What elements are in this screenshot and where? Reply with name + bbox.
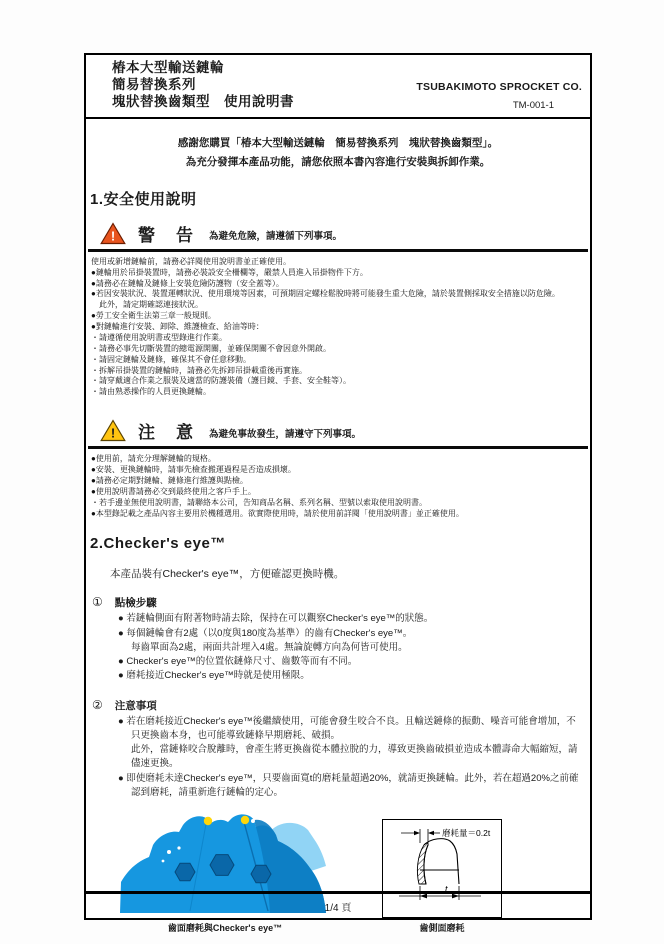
inspection-steps-number: ① bbox=[92, 595, 103, 610]
caution-list-item: ●使用說明書請務必交到最終使用之客戶手上。 bbox=[91, 486, 256, 496]
inspection-step-item: ● Checker's eye™的位置依鏈條尺寸、齒數等而有不同。 bbox=[118, 656, 358, 668]
warning-subtitle: 為避免危險，請遵循下列事項。 bbox=[209, 231, 343, 243]
warning-box bbox=[86, 221, 590, 398]
warning-list-item: ・請固定鏈輪及鏈條，確保其不會任意移動。 bbox=[91, 354, 251, 364]
caution-list-item: ・若手邊並無使用說明書，請聯絡本公司，告知商品名稱、系列名稱、型號以索取使用說明書。 bbox=[91, 497, 427, 507]
caution-label: 注 意 bbox=[138, 423, 195, 443]
company-name: TSUBAKIMOTO SPROCKET CO. bbox=[416, 81, 582, 93]
doc-title-line2: 簡易替換系列 bbox=[112, 76, 196, 92]
page-footer bbox=[86, 891, 590, 918]
caution-list-item: ●使用前，請充分理解鏈輪的規格。 bbox=[91, 454, 216, 464]
inspection-step-item: 每齒單面為2處，兩面共計埋入4處。無論旋轉方向為何皆可使用。 bbox=[131, 641, 408, 653]
caution-subtitle: 為避免事故發生，請遵守下列事項。 bbox=[209, 428, 362, 440]
warning-list-item: ●請務必在鏈輪及鏈條上安裝危險防護物（安全蓋等）。 bbox=[91, 278, 284, 288]
inspection-step-item: ● 每個鏈輪會有2處（以0度與180度為基準）的齒有Checker's eye™。 bbox=[118, 627, 413, 639]
inspection-steps-heading bbox=[92, 595, 590, 610]
caution-list bbox=[86, 452, 590, 519]
doc-title bbox=[112, 60, 294, 115]
tooth-width-label: t bbox=[445, 884, 448, 895]
caution-box bbox=[86, 418, 590, 519]
intro-line1: 感謝您購買「椿本大型輸送鏈輪 簡易替換系列 塊狀替換齒類型」。 bbox=[177, 137, 499, 149]
warning-list-item: ・請遵循使用說明書或型錄進行作業。 bbox=[91, 332, 227, 342]
tooth-wear-caption: 齒側面磨耗 bbox=[419, 923, 465, 934]
caution-header bbox=[100, 418, 590, 443]
note-item: 此外，當鏈條咬合脫離時，會產生將更換齒從本體拉脫的力，導致更換齒破損並造成本體壽命大幅縮短，請儘速更換。 bbox=[131, 744, 578, 770]
caution-triangle-icon bbox=[100, 419, 126, 442]
inspection-step-item: ● 磨耗接近Checker's eye™時就是使用極限。 bbox=[118, 670, 310, 682]
notes-number: ② bbox=[92, 697, 103, 712]
caution-list-item: ●本型錄記載之產品內容主要用於機種選用。欲實際使用時，請於使用前詳閱「使用說明書」並正確使用。 bbox=[91, 508, 464, 518]
caution-list-item: ●安裝、更換鏈輪時，請事先檢查搬運過程是否造成損壞。 bbox=[91, 465, 296, 475]
warning-list-item: 此外，請定期確認連接狀況。 bbox=[91, 300, 203, 310]
notes-title: 注意事項 bbox=[114, 699, 157, 712]
warning-header bbox=[100, 221, 590, 246]
warning-list-item: ●勞工安全衛生法第三章一般規則。 bbox=[91, 311, 216, 321]
doc-title-line3: 塊狀替換齒類型 使用說明書 bbox=[112, 93, 294, 109]
tooth-outline bbox=[424, 839, 459, 884]
checkers-eye-dot bbox=[204, 817, 212, 825]
warning-list-item: ・請穿戴適合作業之服裝及適當的防護裝備（護目鏡、手套、安全鞋等）。 bbox=[91, 376, 351, 386]
highlight-dot bbox=[251, 819, 255, 823]
notes-list bbox=[118, 715, 590, 801]
warning-list-item: ・請務必事先切斷裝置的總電源開關，並確保開關不會因意外開啟。 bbox=[91, 343, 331, 353]
checkers-eye-lead: 本產品裝有Checker's eye™，方便確認更換時機。 bbox=[110, 568, 345, 581]
warning-triangle-icon bbox=[100, 222, 126, 245]
warning-exclamation: ! bbox=[110, 228, 116, 244]
sprocket-caption: 齒面磨耗與Checker's eye™ bbox=[167, 923, 283, 934]
warning-list-item: ・拆解吊掛裝置的鏈輪時，請務必先拆卸吊掛載重後再實施。 bbox=[91, 365, 307, 375]
inspection-steps-list bbox=[118, 612, 590, 683]
warning-rule bbox=[88, 249, 588, 252]
checkers-eye-dot bbox=[241, 816, 249, 824]
inspection-steps-title: 點檢步驟 bbox=[114, 597, 157, 610]
speck-dot bbox=[177, 847, 180, 850]
warning-list-item: ●鏈輪用於吊掛裝置時，請務必裝設安全柵欄等，嚴禁人員進入吊掛物件下方。 bbox=[91, 267, 368, 277]
caution-list-item: ●請務必定期對鏈輪、鏈條進行維護與點檢。 bbox=[91, 475, 248, 485]
sprocket-bolt bbox=[251, 865, 271, 882]
section-1-heading: 1.安全使用說明 bbox=[90, 190, 197, 208]
doc-number: TM-001-1 bbox=[512, 100, 554, 111]
wear-amount-label: 磨耗量＝0.2t bbox=[442, 828, 491, 839]
doc-title-line1: 椿本大型輸送鏈輪 bbox=[112, 60, 224, 75]
warning-list-item: ・請由熟悉操作的人員更換鏈輪。 bbox=[91, 387, 211, 397]
warning-list bbox=[86, 255, 590, 398]
intro-text bbox=[86, 134, 590, 172]
notes-heading bbox=[92, 698, 590, 713]
speck-dot bbox=[167, 850, 171, 854]
warning-label: 警 告 bbox=[138, 225, 195, 245]
page-number: 1/4 頁 bbox=[324, 902, 352, 914]
note-item: ● 若在磨耗接近Checker's eye™後繼續使用，可能會發生咬合不良。且輸送鏈條的振動、噪音可能會增加，不只更換齒本身，也可能導致鏈條早期磨耗、破損。 bbox=[118, 715, 576, 741]
section-2-heading: 2.Checker's eye™ bbox=[90, 535, 226, 553]
intro-line2: 為充分發揮本產品功能，請您依照本書內容進行安裝與拆卸作業。 bbox=[185, 155, 491, 168]
note-item: ● 即使磨耗未達Checker's eye™，只要齒面寬t的磨耗量超過20%，就請更換鏈輪。此外，若在超過20%之前確認到磨耗，請重新進行鏈輪的定心。 bbox=[118, 772, 579, 798]
arrowhead bbox=[414, 831, 420, 835]
sprocket-bolt bbox=[175, 863, 195, 880]
caution-rule bbox=[88, 446, 588, 449]
warning-list-item: 使用或新增鏈輪前，請務必詳閱使用說明書並正確使用。 bbox=[91, 256, 291, 266]
warning-list-item: ●若因安裝狀況、裝置運轉狀況、使用環境等因素，可預期固定螺栓鬆脫時將可能發生重大危險，請於裝置側採取安全措施以防危險。 bbox=[91, 289, 560, 299]
page-frame bbox=[84, 53, 592, 934]
arrowhead bbox=[428, 831, 434, 835]
speck-dot bbox=[162, 860, 165, 863]
inspection-step-item: ● 若鏈輪側面有附著物時請去除，保持在可以觀察Checker's eye™的狀態。 bbox=[118, 613, 434, 625]
header-right bbox=[416, 60, 582, 115]
caution-exclamation: ! bbox=[110, 425, 116, 441]
header bbox=[86, 55, 590, 119]
warning-list-item: ●對鏈輪進行安裝、卸除、維護檢查、給油等時： bbox=[91, 322, 264, 332]
